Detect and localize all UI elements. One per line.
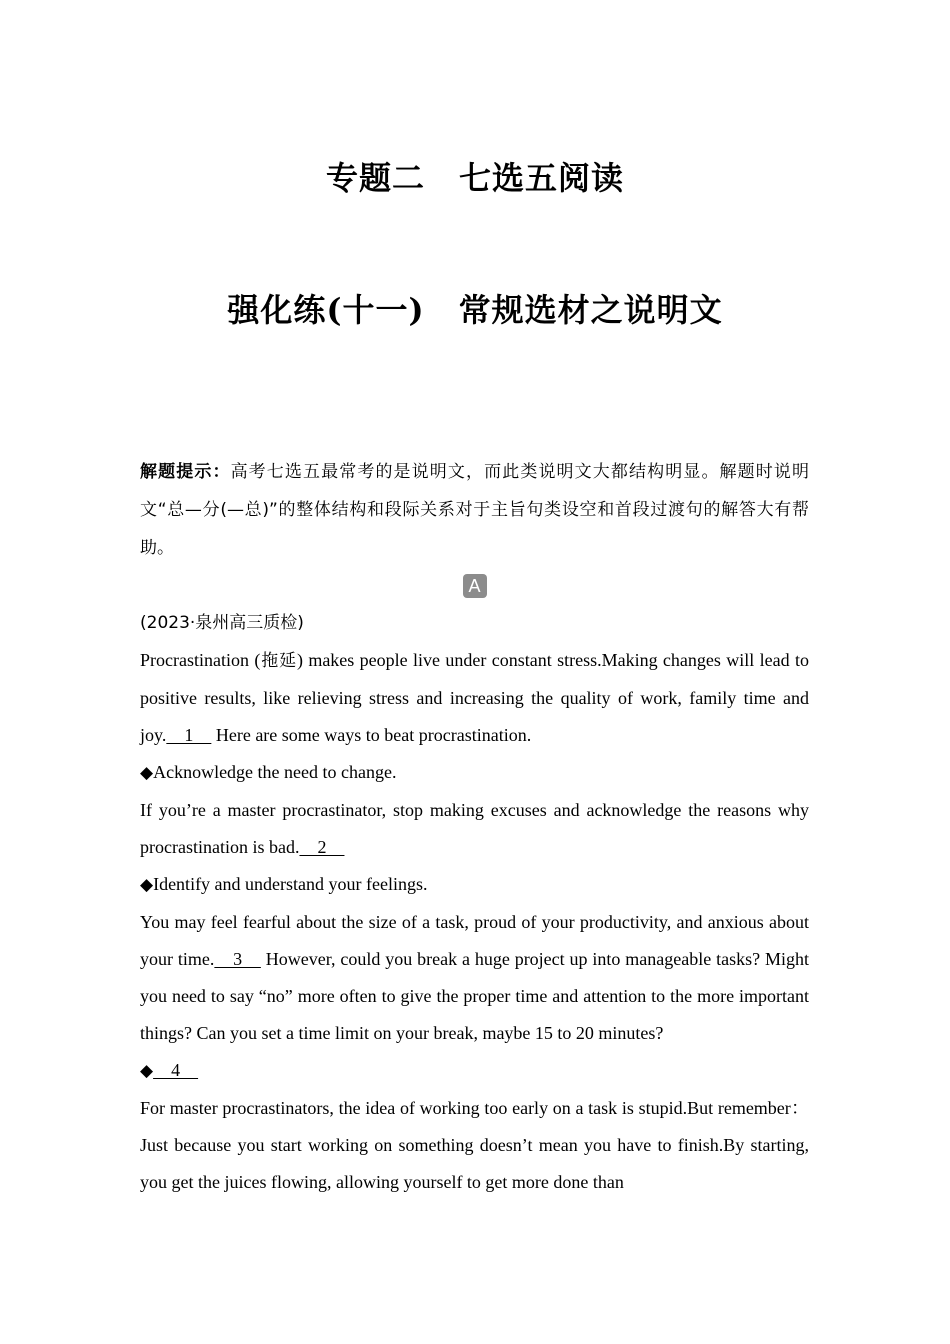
heading-2: [140, 866, 809, 904]
tip-paragraph: [140, 453, 809, 567]
blank-2[interactable]: 2: [299, 837, 345, 857]
section-badge-row: [140, 567, 809, 604]
title-part1: 专题二: [325, 159, 425, 197]
heading-1-text: Acknowledge the need to change.: [153, 762, 397, 782]
p1-text-b: ) makes people live under constant stress.Making changes will lead to positive results, like relieving stress and increasing the quality of work, family time and joy.: [140, 650, 809, 745]
section-badge: A: [463, 574, 487, 598]
blank-4[interactable]: 4: [153, 1060, 199, 1080]
page-subtitle: [0, 288, 950, 332]
source-line: [140, 604, 809, 642]
diamond-bullet-icon: ◆: [140, 1061, 154, 1081]
blank-3[interactable]: 3: [214, 949, 261, 969]
subtitle-part1: 强化练(十一): [227, 291, 425, 329]
subtitle-part2: 常规选材之说明文: [458, 291, 723, 329]
passage-paragraph-3: [140, 904, 809, 1052]
diamond-bullet-icon: ◆: [140, 875, 154, 895]
source-text: (2023·泉州高三质检): [140, 613, 304, 633]
p1-chinese-gloss: 拖延: [260, 651, 297, 671]
blank-1[interactable]: 1: [166, 725, 212, 745]
p3-text-a: You may feel fearful about the size of a task, proud of your productivity, and anxious about your time.: [140, 912, 809, 969]
p1-text-a: Procrastination (: [140, 650, 261, 670]
diamond-bullet-icon: ◆: [140, 763, 154, 783]
p3-text-b: However, could you break a huge project up into manageable tasks? Might you need to say “no” more often to give the proper time and attention to the more important things? Can you set a time limit on your break, maybe 15 to 20 minutes?: [140, 949, 809, 1043]
content-body: [140, 453, 809, 1201]
tip-text: 高考七选五最常考的是说明文，而此类说明文大都结构明显。解题时说明文“总—分(—总)”的整体结构和段际关系对于主旨句类设空和首段过渡句的解答大有帮助。: [140, 462, 810, 558]
tip-label: 解题提示：: [140, 462, 231, 482]
title-part2: 七选五阅读: [459, 159, 625, 197]
heading-1: [140, 754, 809, 792]
p4-text: For master procrastinators, the idea of working too early on a task is stupid.But remember：Just because you start working on something doesn’t mean you have to finish.By starting, you get the juices flowing, allowing yourself to get more done than: [140, 1098, 809, 1192]
passage-paragraph-1: [140, 642, 809, 754]
p2-text: If you’re a master procrastinator, stop making excuses and acknowledge the reasons why procrastination is bad.: [140, 800, 809, 857]
passage-paragraph-2: [140, 792, 809, 866]
passage-paragraph-4: [140, 1090, 809, 1201]
heading-3: [140, 1052, 809, 1090]
page-title: [0, 156, 950, 200]
heading-2-text: Identify and understand your feelings.: [153, 874, 428, 894]
p1-text-c: Here are some ways to beat procrastination.: [211, 725, 532, 745]
